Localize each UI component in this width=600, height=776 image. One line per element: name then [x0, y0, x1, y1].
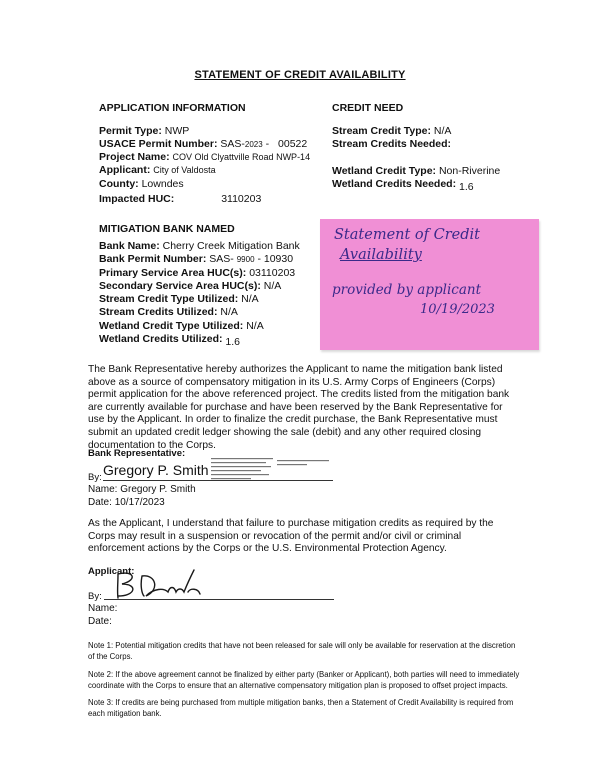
note-3: Note 3: If credits are being purchased from multiple mitigation banks, then a Statement of Credit Availability is required from each mitigation bank. [88, 698, 514, 718]
county-row [99, 178, 184, 191]
wetland-type-utilized-value: N/A [246, 320, 264, 332]
sticky-note-line-4: 10/19/2023 [420, 302, 495, 317]
impacted-huc-value: 3110203 [221, 193, 262, 205]
county-value: Lowndes [141, 178, 184, 190]
stream-credits-utilized-value: N/A [220, 306, 238, 318]
wetland-credit-type-value: Non-Riverine [438, 165, 501, 177]
wetland-credits-utilized-label: Wetland Credits Utilized: [99, 333, 223, 345]
primary-huc-value: 03110203 [249, 267, 296, 279]
wetland-type-utilized-row [99, 320, 264, 333]
bank-rep-signature-line [103, 480, 333, 481]
sticky-note-line-2: Availability [340, 247, 422, 263]
permit-type-label: Permit Type: [99, 125, 162, 137]
applicant-date-label: Date: [88, 616, 112, 627]
stream-credits-utilized-label: Stream Credits Utilized: [99, 306, 218, 318]
bank-rep-name-value: Gregory P. Smith [120, 484, 196, 495]
bank-rep-date-row [88, 497, 165, 508]
bank-permit-label: Bank Permit Number: [99, 253, 207, 265]
applicant-heading: Applicant: [88, 566, 135, 577]
stream-credits-needed-label: Stream Credits Needed: [332, 138, 452, 150]
authorization-paragraph: The Bank Representative hereby authorizes the Applicant to name the mitigation bank listed above as a source of compensatory mitigation in its U.S. Army Corps of Engineers (Corps) permit application for the above referenced project. The credits listed from the mitigation bank are currently available for purchase and have been reserved by the Bank Representative for use by the Applicant. In order to finalize the credit purchase, the Bank Representative must submit an updated credit ledger showing the sale (debit) and any other required closing documentation to the Corps. [88, 364, 510, 451]
primary-huc-label: Primary Service Area HUC(s): [99, 267, 247, 279]
secondary-huc-label: Secondary Service Area HUC(s): [99, 280, 261, 292]
applicant-row [99, 164, 216, 177]
applicant-value: City of Valdosta [153, 165, 216, 175]
stream-credits-utilized-row [99, 306, 238, 319]
impacted-huc-row [99, 193, 261, 206]
project-name-row [99, 151, 310, 164]
note-1: Note 1: Potential mitigation credits that have not been released for sale will only be available for reservation at the discretion of the Corps. [88, 641, 516, 661]
bank-permit-number: 10930 [263, 253, 294, 265]
impacted-huc-label: Impacted HUC: [99, 193, 175, 205]
wetland-credits-needed-label: Wetland Credits Needed: [332, 178, 457, 190]
secondary-huc-value: N/A [263, 280, 282, 292]
usace-year: 2023 [244, 140, 263, 149]
permit-type-value: NWP [164, 125, 190, 137]
bank-rep-heading: Bank Representative: [88, 448, 186, 459]
wetland-credits-needed-row [332, 178, 474, 191]
applicant-acknowledgement-paragraph: As the Applicant, I understand that failure to purchase mitigation credits as required by the Corps may result in a suspension or revocation of the permit and/or civil or criminal enforcement actions by the Corps or the U.S. Environmental Protection Agency. [88, 518, 494, 555]
stream-type-utilized-label: Stream Credit Type Utilized: [99, 293, 239, 305]
wetland-credit-type-row [332, 165, 500, 178]
credit-need-heading: CREDIT NEED [332, 102, 404, 114]
applicant-handwritten-signature [104, 566, 214, 602]
bank-permit-year: 9900 [236, 255, 255, 264]
sticky-note-line-1: Statement of Credit [334, 227, 480, 243]
stream-credit-type-value: N/A [433, 125, 452, 137]
applicant-by-label: By: [88, 591, 102, 602]
usace-permit-label: USACE Permit Number: [99, 138, 218, 150]
bank-name-label: Bank Name: [99, 240, 160, 252]
usace-number: 00522 [278, 138, 308, 150]
note-2: Note 2: If the above agreement cannot be finalized by either party (Banker or Applicant), both parties will need to immediately coordinate with the Corps to ensure that an alternative compensatory mitigation plan is proposed to offset project impacts. [88, 670, 520, 690]
applicant-label: Applicant: [99, 164, 151, 176]
sticky-note [320, 219, 539, 350]
bank-permit-prefix: SAS- [209, 253, 234, 265]
bank-name-value: Cherry Creek Mitigation Bank [162, 240, 300, 252]
sticky-note-line-3: provided by applicant [332, 282, 481, 298]
secondary-huc-row [99, 280, 281, 293]
bank-rep-by-label: By: [88, 472, 102, 483]
applicant-signature-line [104, 599, 334, 600]
bank-rep-name-row [88, 484, 196, 495]
permit-type-row [99, 125, 189, 138]
primary-huc-row [99, 267, 295, 280]
bank-rep-name-label: Name: [88, 484, 118, 495]
applicant-name-label: Name: [88, 603, 118, 614]
bank-name-row [99, 240, 300, 253]
stream-type-utilized-value: N/A [241, 293, 259, 305]
mitigation-bank-heading: MITIGATION BANK NAMED [99, 223, 235, 235]
usace-prefix: SAS- [220, 138, 245, 150]
bank-permit-row [99, 253, 293, 266]
stream-credits-needed-row [332, 138, 451, 151]
bank-rep-date-value: 10/17/2023 [114, 497, 165, 508]
application-heading: APPLICATION INFORMATION [99, 102, 246, 114]
bank-rep-date-label: Date: [88, 497, 112, 508]
document-title: STATEMENT OF CREDIT AVAILABILITY [194, 69, 406, 81]
wetland-credits-needed-value: 1.6 [459, 181, 474, 193]
stream-credit-type-row [332, 125, 451, 138]
wetland-credit-type-label: Wetland Credit Type: [332, 165, 437, 177]
stream-type-utilized-row [99, 293, 259, 306]
stream-credit-type-label: Stream Credit Type: [332, 125, 431, 137]
wetland-credits-utilized-value: 1.6 [225, 336, 241, 348]
usace-dash: - [265, 138, 270, 150]
usace-permit-row [99, 138, 307, 151]
project-name-value: COV Old Clyattville Road NWP-14 [172, 152, 311, 162]
bank-rep-signature: Gregory P. Smith [103, 462, 209, 478]
project-name-label: Project Name: [99, 151, 170, 163]
bank-permit-dash: - [257, 253, 261, 265]
wetland-credits-utilized-row [99, 333, 240, 346]
county-label: County: [99, 178, 139, 190]
wetland-type-utilized-label: Wetland Credit Type Utilized: [99, 320, 244, 332]
